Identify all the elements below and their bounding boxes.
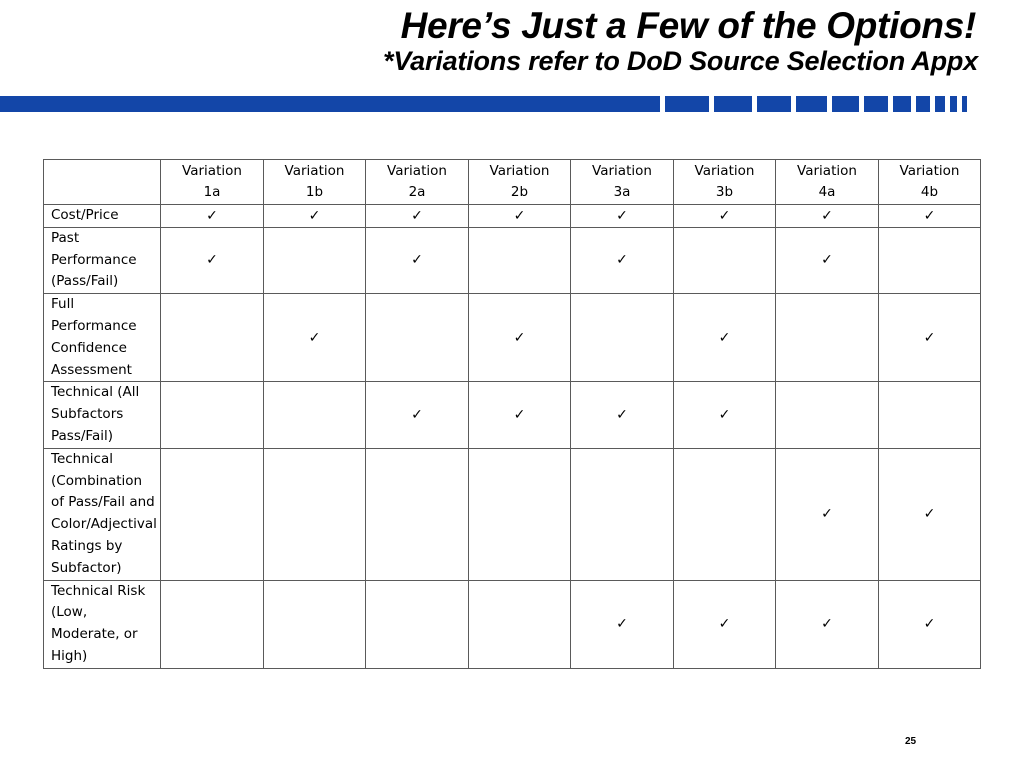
- column-header: Variation 4b: [879, 160, 981, 205]
- checkmark-icon: ✓: [923, 616, 936, 633]
- rule-segment: [916, 96, 930, 112]
- checkmark-icon: ✓: [821, 506, 833, 523]
- table-row: [44, 448, 981, 580]
- row-label-line: Pass/Fail): [51, 427, 113, 444]
- row-label-line: Ratings by: [51, 537, 123, 554]
- table-cell: [366, 448, 469, 580]
- table-cell: [469, 580, 571, 668]
- row-label-line: Moderate, or: [51, 626, 138, 643]
- slide-subtitle: *Variations refer to DoD Source Selection Appx: [383, 46, 978, 76]
- row-label: [44, 382, 161, 448]
- table-cell: [571, 580, 674, 668]
- table-cell: [264, 448, 366, 580]
- table-cell: [264, 227, 366, 293]
- table-cell: [161, 580, 264, 668]
- header-rule: [0, 96, 968, 112]
- table-cell: [264, 294, 366, 382]
- table-cell: [776, 382, 879, 448]
- table-cell: [879, 382, 981, 448]
- table-cell: [879, 227, 981, 293]
- column-header: Variation 4a: [776, 160, 879, 205]
- checkmark-icon: ✓: [821, 252, 833, 269]
- row-label-line: Confidence: [51, 339, 127, 356]
- column-header: Variation 3a: [571, 160, 674, 205]
- row-label: [44, 448, 161, 580]
- checkmark-icon: ✓: [616, 252, 628, 269]
- rule-segment: [665, 96, 709, 112]
- checkmark-icon: ✓: [308, 207, 321, 224]
- table-cell: [366, 294, 469, 382]
- table-cell: [776, 448, 879, 580]
- table-cell: [571, 227, 674, 293]
- row-label-line: of Pass/Fail and: [51, 494, 155, 511]
- checkmark-icon: ✓: [411, 252, 423, 269]
- row-label-line: Technical (All: [51, 384, 140, 401]
- table-cell: [264, 382, 366, 448]
- checkmark-icon: ✓: [923, 329, 936, 346]
- checkmark-icon: ✓: [616, 616, 628, 633]
- column-header: Variation 1b: [264, 160, 366, 205]
- checkmark-icon: ✓: [513, 407, 526, 424]
- table-row: [44, 382, 981, 448]
- table-cell: [674, 580, 776, 668]
- table-cell: [469, 294, 571, 382]
- table-row: [44, 227, 981, 293]
- row-label-line: Past: [51, 229, 80, 246]
- table-row: [44, 580, 981, 668]
- checkmark-icon: ✓: [206, 252, 218, 269]
- row-label-line: Cost/Price: [51, 207, 119, 223]
- table-cell: [674, 294, 776, 382]
- table-cell: [469, 227, 571, 293]
- table-cell: [776, 580, 879, 668]
- table-cell: [571, 382, 674, 448]
- row-label-line: (Combination: [51, 472, 143, 489]
- column-header: Variation 2b: [469, 160, 571, 205]
- table-cell: [161, 227, 264, 293]
- row-label-line: Assessment: [51, 361, 132, 378]
- row-label-line: (Low,: [51, 604, 88, 621]
- checkmark-icon: ✓: [411, 207, 423, 224]
- checkmark-icon: ✓: [513, 207, 526, 224]
- row-label-line: Color/Adjectival: [51, 516, 157, 533]
- checkmark-icon: ✓: [923, 506, 936, 523]
- checkmark-icon: ✓: [718, 407, 731, 424]
- corner-cell: [44, 160, 161, 205]
- table-cell: [469, 382, 571, 448]
- table-cell: [161, 294, 264, 382]
- header-row: [44, 160, 981, 205]
- table-cell: [571, 448, 674, 580]
- row-label: [44, 205, 161, 228]
- checkmark-icon: ✓: [513, 329, 526, 346]
- checkmark-icon: ✓: [308, 329, 321, 346]
- checkmark-icon: ✓: [718, 329, 731, 346]
- row-label: [44, 580, 161, 668]
- row-label: [44, 294, 161, 382]
- table-cell: [469, 205, 571, 228]
- table-cell: [674, 205, 776, 228]
- rule-segment: [757, 96, 791, 112]
- checkmark-icon: ✓: [206, 207, 218, 224]
- checkmark-icon: ✓: [411, 407, 423, 424]
- table-cell: [776, 294, 879, 382]
- table-cell: [674, 227, 776, 293]
- table-cell: [571, 205, 674, 228]
- row-label-line: (Pass/Fail): [51, 273, 119, 290]
- table-cell: [264, 205, 366, 228]
- rule-segment: [714, 96, 752, 112]
- rule-segment: [893, 96, 911, 112]
- table-row: [44, 294, 981, 382]
- checkmark-icon: ✓: [718, 616, 731, 633]
- table-row: [44, 205, 981, 228]
- rule-segment: [796, 96, 827, 112]
- row-label-line: Technical Risk: [51, 582, 146, 599]
- row-label-line: Full: [51, 296, 75, 313]
- table-cell: [366, 382, 469, 448]
- table-cell: [879, 205, 981, 228]
- table-cell: [366, 227, 469, 293]
- rule-segment: [832, 96, 859, 112]
- row-label-line: Performance: [51, 317, 137, 334]
- rule-segment: [935, 96, 945, 112]
- table-cell: [161, 382, 264, 448]
- checkmark-icon: ✓: [718, 207, 731, 224]
- page-number: 25: [905, 736, 917, 747]
- table-cell: [879, 448, 981, 580]
- variations-table: [43, 159, 981, 669]
- row-label-line: Subfactor): [51, 559, 122, 576]
- column-header: Variation 2a: [366, 160, 469, 205]
- slide-title: Here’s Just a Few of the Options!: [400, 5, 976, 46]
- table-cell: [674, 448, 776, 580]
- table-cell: [264, 580, 366, 668]
- table-cell: [879, 580, 981, 668]
- table-cell: [776, 205, 879, 228]
- row-label-line: Performance: [51, 251, 137, 268]
- row-label: [44, 227, 161, 293]
- table-cell: [161, 448, 264, 580]
- row-label-line: Technical: [51, 450, 113, 467]
- checkmark-icon: ✓: [821, 207, 833, 224]
- rule-segment: [864, 96, 888, 112]
- table-cell: [366, 580, 469, 668]
- checkmark-icon: ✓: [821, 616, 833, 633]
- table-cell: [879, 294, 981, 382]
- column-header: Variation 1a: [161, 160, 264, 205]
- table-cell: [161, 205, 264, 228]
- rule-segment: [950, 96, 957, 112]
- table-cell: [469, 448, 571, 580]
- table-cell: [674, 382, 776, 448]
- checkmark-icon: ✓: [923, 207, 936, 224]
- table-cell: [571, 294, 674, 382]
- row-label-line: Subfactors: [51, 406, 124, 423]
- checkmark-icon: ✓: [616, 407, 628, 424]
- checkmark-icon: ✓: [616, 207, 628, 224]
- rule-segment: [0, 96, 660, 112]
- table-cell: [366, 205, 469, 228]
- column-header: Variation 3b: [674, 160, 776, 205]
- rule-segment: [962, 96, 967, 112]
- row-label-line: High): [51, 647, 88, 664]
- table-cell: [776, 227, 879, 293]
